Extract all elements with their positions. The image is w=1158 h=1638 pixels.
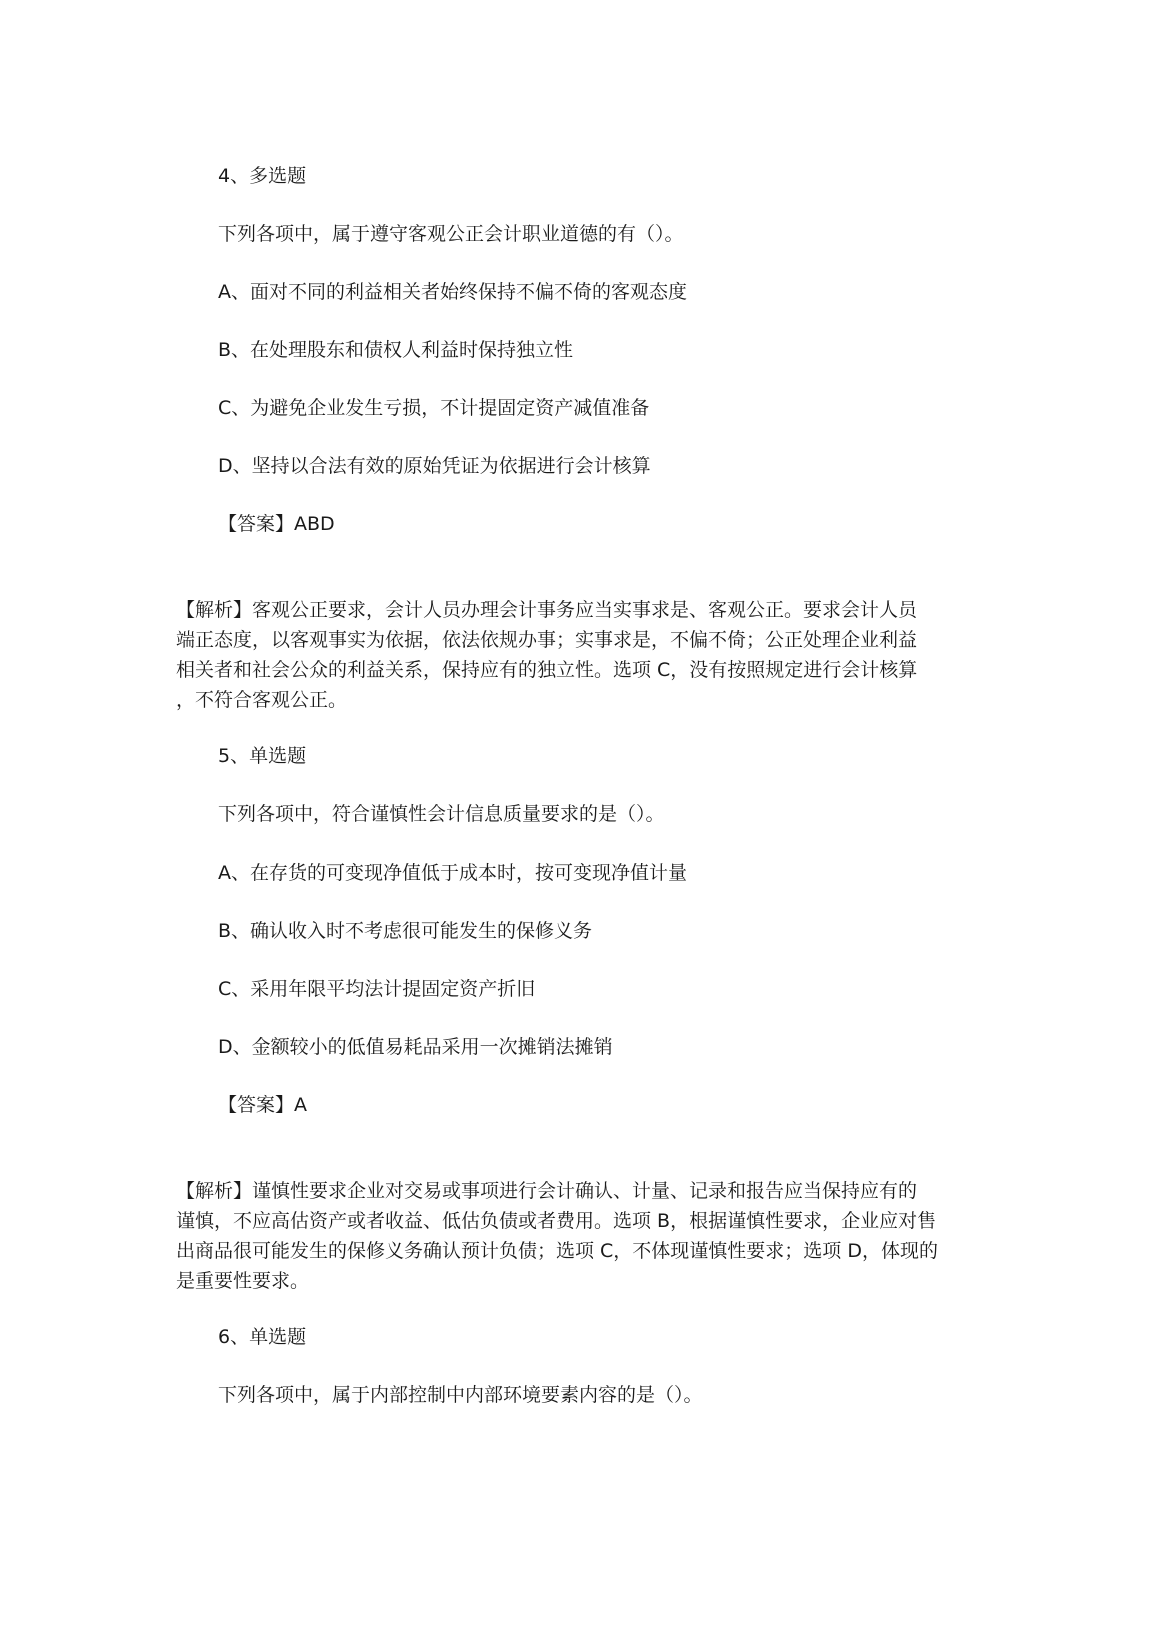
analysis-line: 是重要性要求。 [176,1270,310,1292]
question-6-heading: 6、单选题 [218,1326,307,1348]
analysis-line: ，不符合客观公正。 [176,689,348,711]
question-4-answer: 【答案】ABD [218,513,335,535]
question-5-stem: 下列各项中，符合谨慎性会计信息质量要求的是（）。 [218,803,665,825]
question-5-analysis [176,1176,976,1296]
question-4-option-d: D、坚持以合法有效的原始凭证为依据进行会计核算 [218,455,651,477]
question-5-option-d: D、金额较小的低值易耗品采用一次摊销法摊销 [218,1036,613,1058]
question-5-option-a: A、在存货的可变现净值低于成本时，按可变现净值计量 [218,862,687,884]
analysis-line: 相关者和社会公众的利益关系，保持应有的独立性。选项 C，没有按照规定进行会计核算 [176,659,918,681]
question-4-stem: 下列各项中，属于遵守客观公正会计职业道德的有（）。 [218,223,684,245]
analysis-line: 端正态度，以客观事实为依据，依法依规办事；实事求是，不偏不倚；公正处理企业利益 [176,629,918,651]
question-5-option-b: B、确认收入时不考虑很可能发生的保修义务 [218,920,593,942]
question-4-analysis [176,595,976,715]
question-6-stem: 下列各项中，属于内部控制中内部环境要素内容的是（）。 [218,1384,703,1406]
analysis-line: 【解析】客观公正要求，会计人员办理会计事务应当实事求是、客观公正。要求会计人员 [176,599,918,621]
question-4-heading: 4、多选题 [218,165,307,187]
question-5-option-c: C、采用年限平均法计提固定资产折旧 [218,978,536,1000]
analysis-line: 谨慎，不应高估资产或者收益、低估负债或者费用。选项 B，根据谨慎性要求，企业应对售 [176,1210,937,1232]
question-4-option-c: C、为避免企业发生亏损，不计提固定资产减值准备 [218,397,650,419]
question-5-answer: 【答案】A [218,1094,307,1116]
question-5-heading: 5、单选题 [218,745,307,767]
analysis-line: 出商品很可能发生的保修义务确认预计负债；选项 C，不体现谨慎性要求；选项 D，体现的 [176,1240,938,1262]
question-4-option-b: B、在处理股东和债权人利益时保持独立性 [218,339,574,361]
question-4-option-a: A、面对不同的利益相关者始终保持不偏不倚的客观态度 [218,281,687,303]
analysis-line: 【解析】谨慎性要求企业对交易或事项进行会计确认、计量、记录和报告应当保持应有的 [176,1180,918,1202]
